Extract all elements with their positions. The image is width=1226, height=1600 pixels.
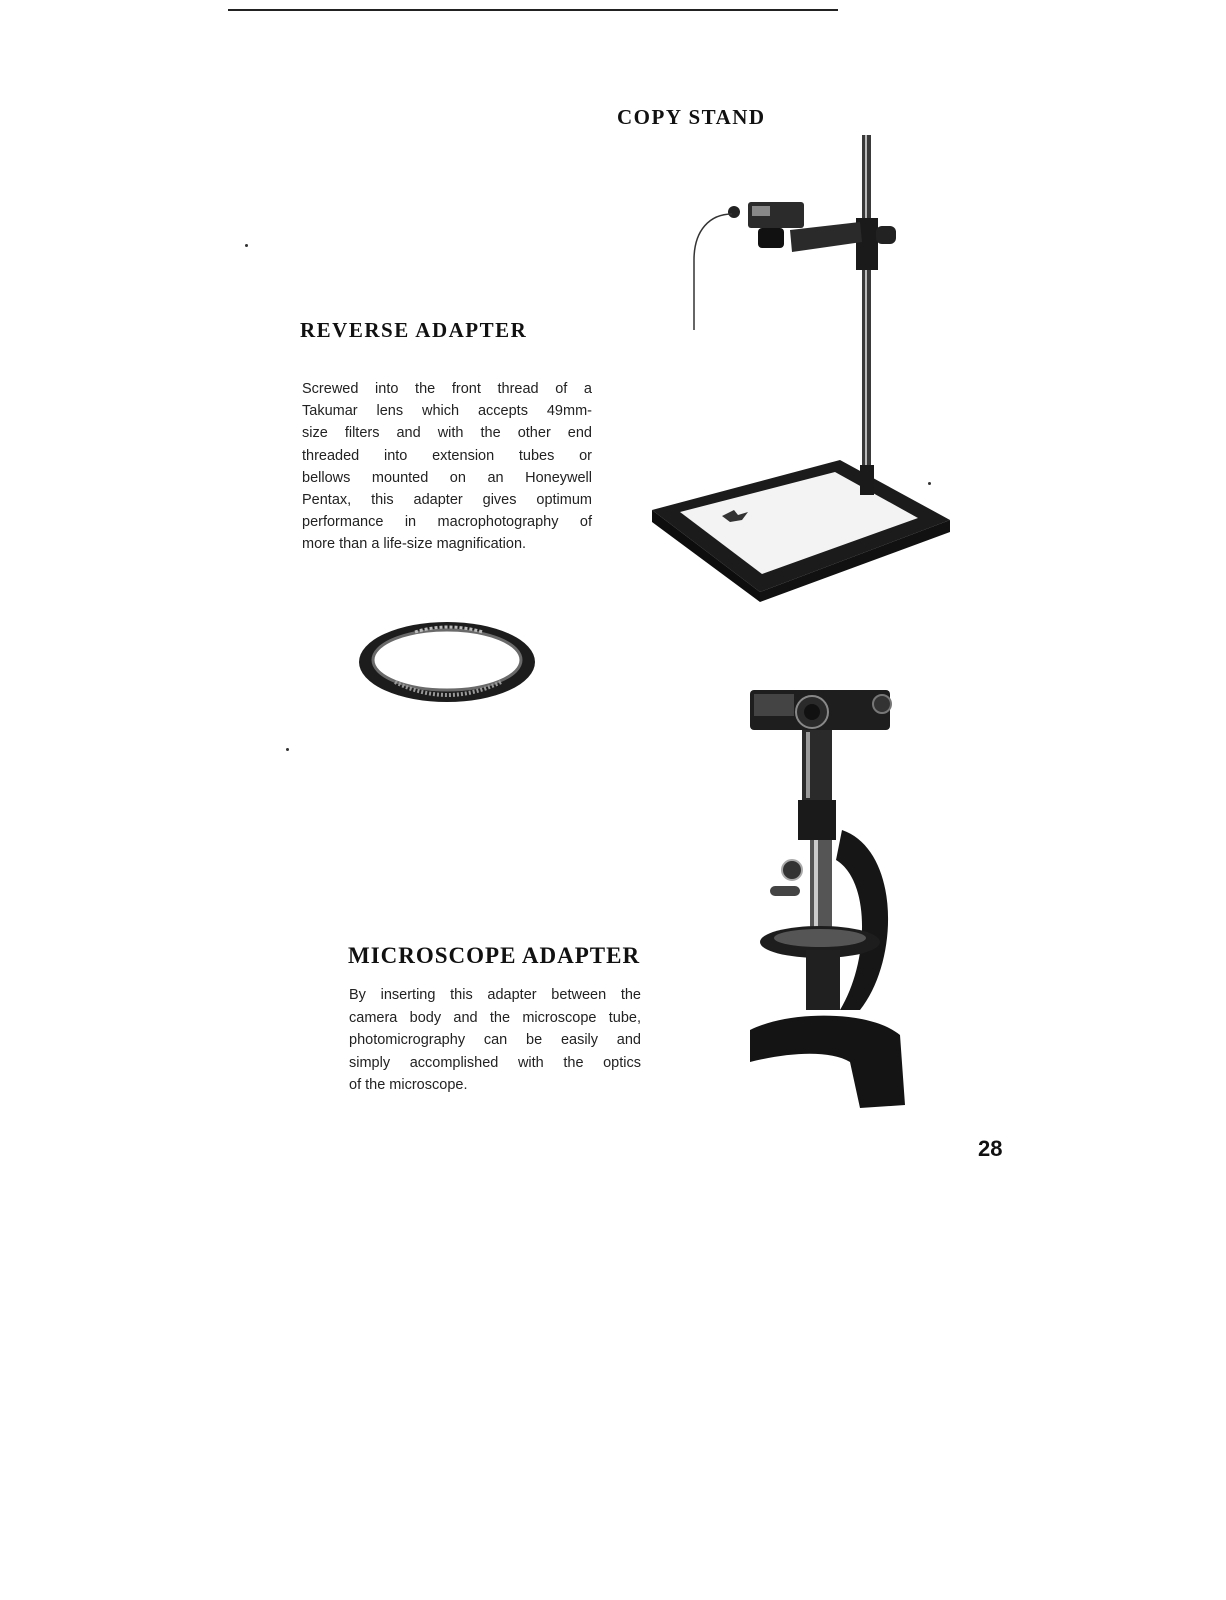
reverse-adapter-line: Takumar lens which accepts 49mm- (302, 403, 592, 420)
reverse-adapter-ring-photo (355, 610, 540, 710)
microscope-adapter-line: photomicrography can be easily and (349, 1032, 641, 1048)
scan-speck (245, 244, 248, 247)
reverse-adapter-line: threaded into extension tubes or (302, 447, 592, 464)
microscope-adapter-line: camera body and the microscope tube, (349, 1009, 641, 1026)
reverse-adapter-line: size filters and with the other end (302, 425, 592, 442)
reverse-adapter-line: more than a life-size magnification. (302, 536, 527, 553)
top-rule (228, 9, 838, 11)
reverse-adapter-line: Pentax, this adapter gives optimum (302, 492, 592, 509)
reverse-adapter-line: performance in macrophotography of (302, 514, 592, 531)
microscope-adapter-line: of the microscope. (349, 1077, 468, 1093)
reverse-adapter-title: REVERSE ADAPTER (300, 318, 528, 342)
microscope-adapter-title: MICROSCOPE ADAPTER (348, 943, 641, 968)
microscope-photo (750, 690, 910, 1110)
microscope-adapter-line: simply accomplished with the optics (349, 1054, 641, 1071)
reverse-adapter-line: bellows mounted on an Honeywell (302, 469, 592, 486)
scan-speck (928, 482, 931, 485)
copy-stand-photo (650, 130, 980, 610)
reverse-adapter-description (302, 378, 592, 556)
microscope-adapter-line: By inserting this adapter between the (349, 987, 641, 1003)
reverse-adapter-line: Screwed into the front thread of a (302, 381, 592, 397)
copy-stand-title: COPY STAND (617, 105, 766, 129)
scan-speck (286, 748, 289, 751)
microscope-adapter-description (349, 984, 641, 1097)
page-number: 28 (978, 1136, 1003, 1161)
